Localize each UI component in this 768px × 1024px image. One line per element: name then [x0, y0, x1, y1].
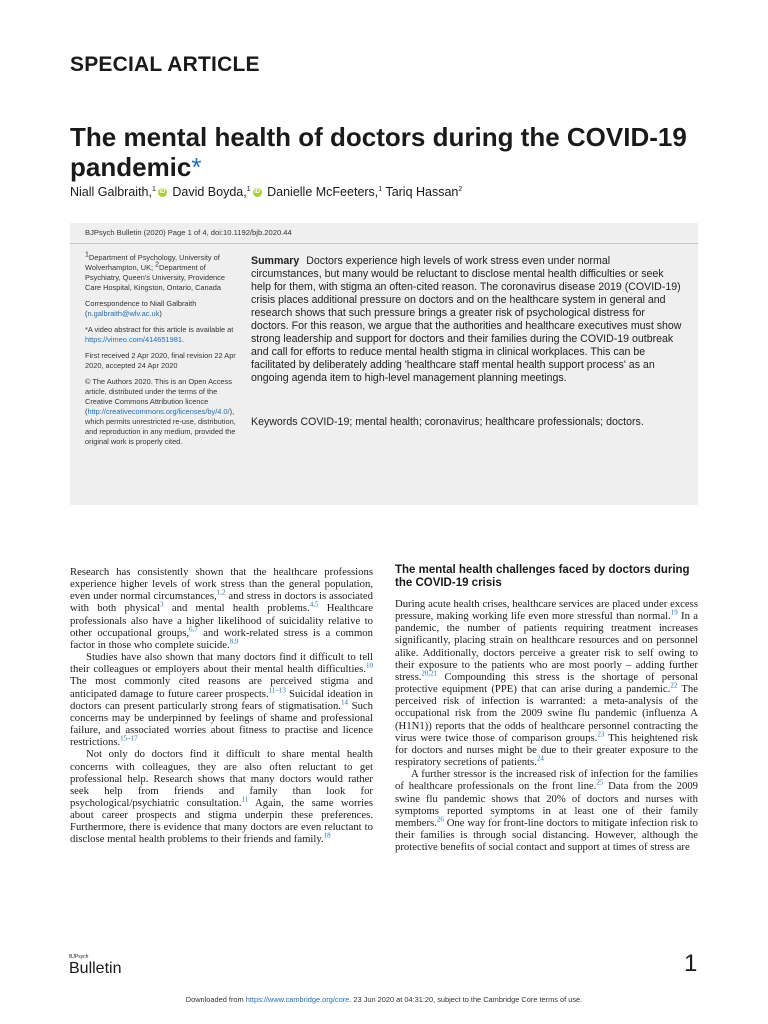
keywords-text: COVID-19; mental health; coronavirus; healthcare professionals; doctors.	[300, 416, 644, 428]
license-note: © The Authors 2020. This is an Open Access article, distributed under the terms of the Creative Commons Attribution licence (http://creativecommons.org/licenses/by/4.0/), which permits unrestricted re-use, distribution, and reproduction in any medium, provided the original work is properly cited.	[85, 377, 236, 446]
author-name: Danielle McFeeters,	[267, 185, 379, 199]
summary-label: Summary	[251, 255, 300, 267]
citation-link[interactable]: 11	[241, 795, 249, 804]
affiliations: $^1$Department of Psychology, University of Wolverhampton, UK; $^2$Department of Psychiatry, Queen's University, Providence Care Hospital, Kingston, Ontario, Canada	[85, 251, 225, 292]
article-info-box	[70, 223, 698, 505]
author-name: David Boyda,	[172, 185, 247, 199]
citation-bar	[70, 223, 698, 244]
side-notes	[85, 253, 240, 453]
correspondence: Correspondence to Niall Galbraith (n.galbraith@wlv.ac.uk)	[85, 299, 197, 318]
correspondence-email-link[interactable]: n.galbraith@wlv.ac.uk	[87, 309, 160, 318]
body-paragraph: During acute health crises, healthcare services are placed under excess pressure, making working life even more stressful than normal.$^{19}$ In a pandemic, the number of patients requiring treatment increases significantly, placing strain on healthcare resources and on personnel alike. Additionally, doctors perceive a greater risk to self owing to their exposure to the patients who are most poorly – adding further stress.$^{20,21}$ Compounding this stress is the shortage of personal protective equipment (PPE) that can arise during a pandemic.$^{22}$ The perceived risk of infection is warranted: a meta-analysis of the occupational risk from the 2009 swine flu pandemic (influenza A (H1N1)) reports that the odds of healthcare personnel contracting the virus were twice those of comparison groups.$^{23}$ This heightened risk for doctors and nurses might be due to their greater exposure to the respiratory secretions of patients.$^{24}$	[395, 598, 699, 769]
author-affiliation-mark: 2	[458, 185, 463, 193]
title-footnote-link[interactable]: *	[191, 152, 202, 182]
page-number: 1	[684, 950, 698, 977]
citation-link[interactable]: 19	[670, 608, 678, 617]
orcid-icon[interactable]: iD	[254, 189, 261, 196]
abstract	[251, 255, 683, 385]
body-paragraph: A further stressor is the increased risk of infection for the families of healthcare professionals on the front line.$^{25}$ Data from the 2009 swine flu pandemic shows that 20% of doctors and nurses with symptoms reported symptoms in at least one of their family members.$^{26}$ One way for front-line doctors to mitigate infection risk to their families is through social distancing. However, although the protective benefits of social contact and support at times of stress are	[395, 768, 699, 854]
citation-link[interactable]: 26	[436, 815, 444, 824]
author	[267, 185, 382, 199]
logo-big-text: Bulletin	[69, 960, 122, 977]
body-paragraph: Studies have also shown that many doctors find it difficult to tell their colleagues or employers about their mental health difficulties.$^{10}$ The most commonly cited reasons are perceived stigma and anticipated damage to future career prospects.$^{11-13}$ Suicidal ideation in doctors can present particularly strong fears of stigmatisation.$^{14}$ Such concerns may be underpinned by feelings of shame and professional failure, and associated worries about fitness to practise and licence restrictions.$^{15-17}$	[70, 651, 374, 749]
download-footer: Downloaded from https://www.cambridge.org/core. 23 Jun 2020 at 04:31:20, subject to the Cambridge Core terms of use.	[185, 995, 583, 1004]
citation-link[interactable]: 23	[597, 730, 605, 739]
citation-link[interactable]: 18	[323, 831, 331, 840]
keywords-label: Keywords	[251, 416, 298, 428]
citation-link[interactable]: 22	[670, 681, 678, 690]
license-link[interactable]: http://creativecommons.org/licenses/by/4.0/	[87, 407, 230, 416]
citation-link[interactable]: 15–17	[120, 734, 138, 743]
author-affiliation-mark: 1	[378, 185, 383, 193]
summary-text: Doctors experience high levels of work stress even under normal circumstances, but many would be reluctant to disclose mental health difficulties or seek help for them, with stigma an often-cited reason. The coronavirus disease 2019 (COVID-19) crisis places additional pressure on doctors and on the healthcare system in general and research shows that such pressure brings a greater risk of psychological distress for doctors. For this reason, we argue that the authorities and healthcare executives must show strong leadership and support for doctors and their families during the COVID-19 outbreak and call for efforts to reduce mental health stigma in clinical workplaces. This can be facilitated by deliberately adding 'healthcare staff mental health support process' as an ongoing agenda item to high-level management planning meetings.	[251, 255, 682, 384]
citation-link[interactable]: 20,21	[421, 669, 438, 678]
citation-link[interactable]: 14	[340, 698, 348, 707]
author-list	[70, 185, 462, 199]
citation-link[interactable]: 11–13	[268, 686, 286, 694]
article-title	[70, 122, 710, 182]
citation-link[interactable]: 4,5	[309, 600, 319, 609]
citation-link[interactable]: 10	[366, 661, 373, 670]
citation-link[interactable]: 1,2	[216, 588, 226, 597]
article-title-text: The mental health of doctors during the COVID-19 pandemic	[70, 122, 687, 182]
keywords	[251, 416, 683, 429]
author-name: Niall Galbraith,	[70, 185, 152, 199]
journal-citation: BJPsych Bulletin (2020) Page 1 of 4, doi:10.1192/bjb.2020.44	[85, 228, 292, 237]
author	[172, 185, 263, 199]
author-name: Tariq Hassan	[385, 185, 459, 199]
section-heading: The mental health challenges faced by doctors during the COVID-19 crisis	[395, 564, 690, 589]
citation-link[interactable]: 6,7	[189, 625, 198, 634]
video-abstract-note: *A video abstract for this article is available at https://vimeo.com/414651981.	[85, 325, 234, 344]
received-dates: First received 2 Apr 2020, final revision 22 Apr 2020, accepted 24 Apr 2020	[85, 351, 236, 370]
author	[385, 185, 462, 199]
author-affiliation-mark: 1	[246, 185, 251, 193]
author-affiliation-mark: 1	[151, 185, 156, 193]
citation-link[interactable]: 3	[160, 600, 164, 609]
journal-logo	[69, 955, 121, 978]
body-column-right	[395, 564, 698, 853]
citation-link[interactable]: 8,9	[229, 637, 239, 646]
author	[70, 185, 169, 199]
orcid-icon[interactable]: iD	[159, 189, 166, 196]
citation-link[interactable]: 24	[536, 754, 544, 763]
body-paragraph: Research has consistently shown that the healthcare professions experience higher levels of work stress than the general population, even under normal circumstances,$^{1,2}$ and stress in doctors is associated with both physical$^3$ and mental health problems.$^{4,5}$ Healthcare professionals also have a higher likelihood of suicidality relative to other occupational groups,$^{6,7}$ and work-related stress is a common factor in those who complete suicide.$^{8,9}$	[70, 566, 373, 651]
body-column-left	[70, 566, 373, 846]
section-body	[395, 598, 698, 853]
citation-link[interactable]: 25	[596, 778, 604, 787]
logo-small-text: BJPsych	[69, 954, 89, 960]
cambridge-core-link[interactable]: https://www.cambridge.org/core	[245, 995, 350, 1004]
video-abstract-link[interactable]: https://vimeo.com/414651981	[85, 335, 182, 344]
body-paragraph: Not only do doctors find it difficult to share mental health concerns with colleagues, they are also often reluctant to get professional help. Research shows that many doctors would rather seek help from friends and family than look for psychological/psychiatric consultation.$^{11}$ Again, the same worries about career prospects and stigma underpin these preferences. Furthermore, there is evidence that many doctors are even reluctant to disclose mental health problems to their friends and family.$^{18}$	[70, 748, 373, 846]
section-label: SPECIAL ARTICLE	[70, 53, 260, 76]
